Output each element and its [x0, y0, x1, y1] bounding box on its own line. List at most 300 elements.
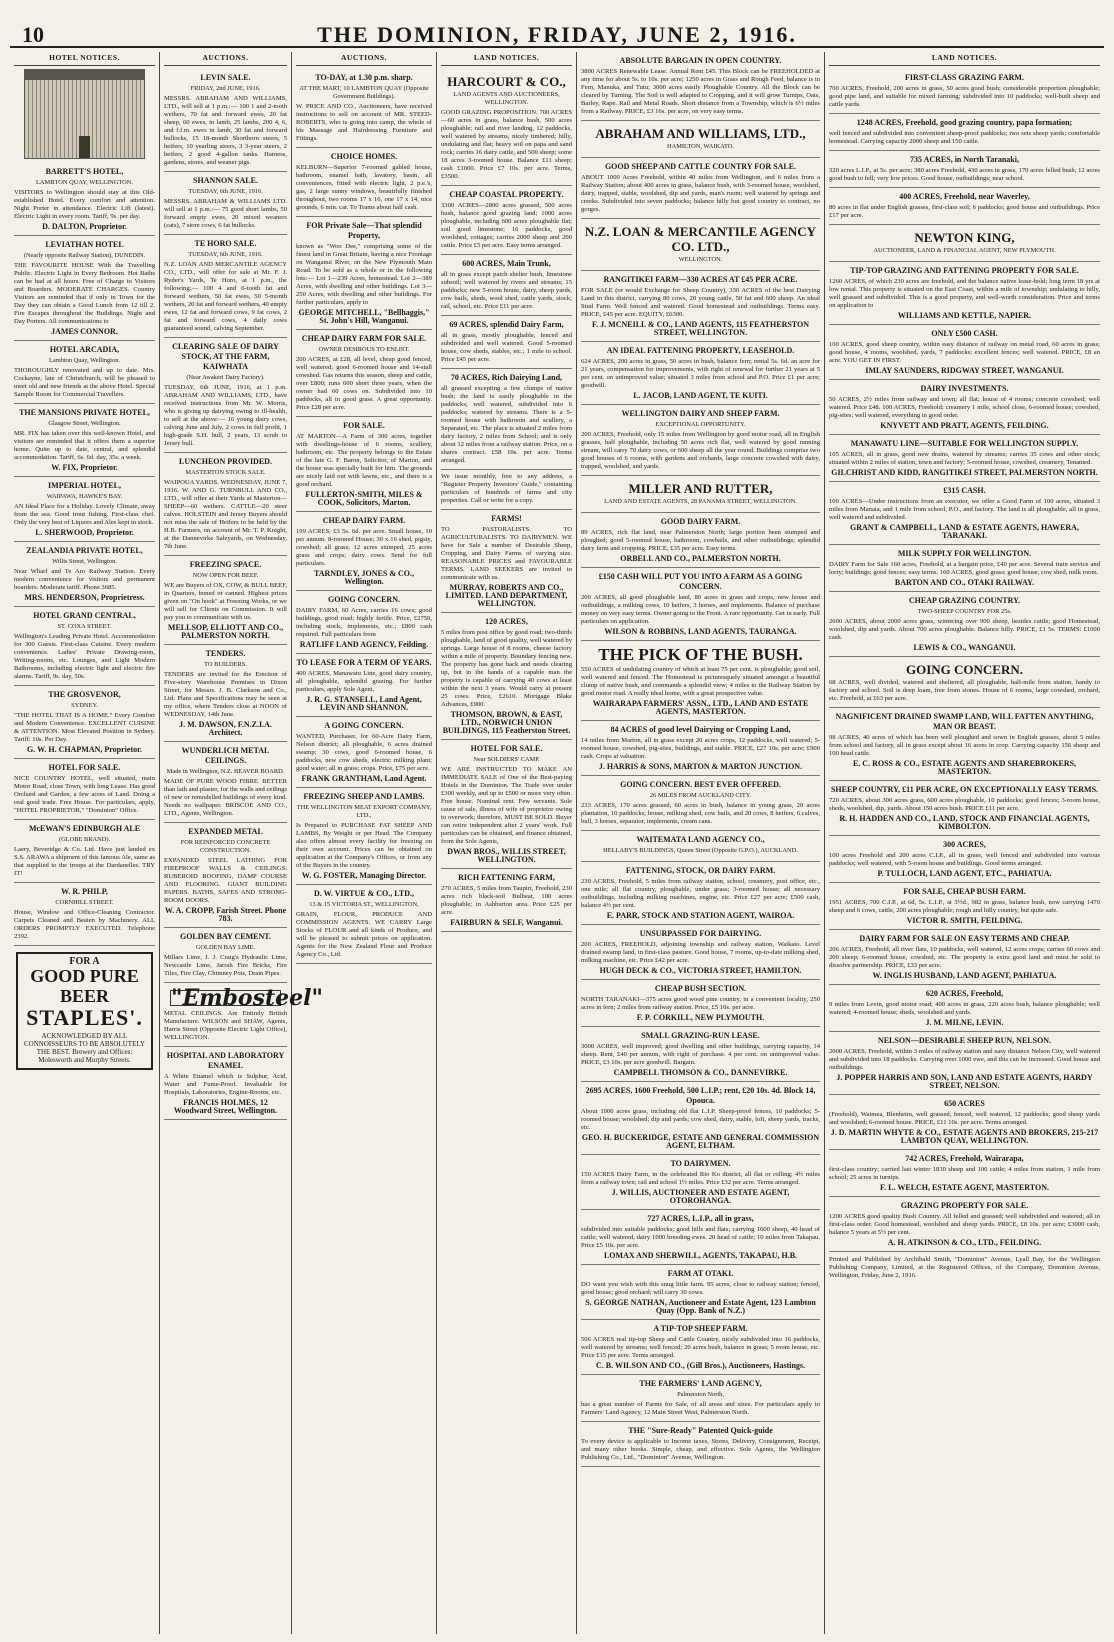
staples-beer-ad — [16, 952, 153, 1070]
ad-title: DAIRY INVESTMENTS. — [920, 384, 1009, 393]
ad-title: SHANNON SALE. — [193, 176, 258, 185]
ad-signature: W. A. CROPP, Farish Street. Phone 783. — [164, 906, 287, 923]
ad-title: HOTEL FOR SALE. — [48, 763, 121, 772]
ad-title: 400 ACRES, Freehold, near Waverley, — [899, 192, 1030, 201]
ad-body: NICE COUNTRY HOTEL, well situated, main Motor Road, close Town, with long Lease. Has good Orchard and Garden, a few acres of Land. Doing a real good trade. Free House. For particulars, apply, "HOTEL PROPRIETOR," "Dominion" Office. — [14, 775, 155, 814]
ad-subtitle: LAND AND ESTATE AGENTS, 28 PANAMA STREET, WELLINGTON. — [604, 498, 797, 505]
ad-body: 233 ACRES, 170 acres grassed, 60 acres in bush, balance in young grass, 20 acres plantation, 10 paddocks; house, milking shed, cow bails, and 20 cows, 8 heifers, 6 calves, bull, 3 horses, separator, implements, cream cans. — [581, 802, 820, 825]
ad-title: LEVIN SALE. — [200, 73, 251, 82]
ad-title: A TIP-TOP SHEEP FARM. — [653, 1324, 748, 1333]
ad-subtitle: FOR REINFORCED CONCRETE CONSTRUCTION. — [180, 839, 271, 854]
ad-title: DAIRY FARM FOR SALE ON EASY TERMS AND CHEAP. — [859, 934, 1070, 943]
advertisement — [829, 1095, 1100, 1150]
ad-body: Is Prepared to PURCHASE FAT SHEEP AND LAMBS, By Weight or per Head. The Company also offers almost every facility for freezing on their own account. Prices can be obtained on application at the Company's Offices, or from any of the Buyers in the country. — [296, 822, 432, 869]
advertisement — [829, 262, 1100, 325]
ad-body: WAIPOUA YARDS. WEDNESDAY, JUNE 7, 1916. W. AND G. TURNBULL AND CO., LTD., will offer at their Yards at Masterton—SHEEP—60 wethers. CATTLE—20 steer calves. HOLSTEIN and Jersey Buyers should not miss the sale of Heifers to be held by the H.B. Farmers, on account of Mr. T. P. Knight, at the Dannevirke Saleyards, on Wednesday, 7th June. — [164, 479, 287, 550]
ad-signature: RATLIFF LAND AGENCY, Feilding. — [299, 640, 429, 649]
ad-body: AT MARTON—A Farm of 300 acres, together with dwellings-house of 6 rooms, scullery, bathroom, etc. The property belongs to the Estate of the late G. F. Baron, Solicitor, of Marton, and the house was specially built for him. The grounds are nicely laid out with lawns, etc., and there is a good orchard. — [296, 433, 432, 488]
column-heading: LAND NOTICES. — [441, 52, 572, 66]
advertisement — [581, 1375, 820, 1422]
ad-body: WE ARE INSTRUCTED TO MAKE AN IMMEDIATE SALE of One of the Best-paying Hotels in the Dominion. The Trade over under £300 weekly, and up to £500 or more very often. Free house. Nominal rent. Few servants. Sole cause of sale, illness of wife of proprietor owing to overwork; therefore, MUST BE SOLD. Buyer can retire independent after 2 years' work. Full particulars can be obtained, and finance obtained, from the Sole Agents, — [441, 766, 572, 845]
ad-title: WUNDERLICH METAL CEILINGS. — [181, 746, 270, 765]
ad-subtitle: TO BUILDERS. — [204, 661, 247, 668]
ad-signature: GILCHRIST AND KIDD, RANGITIKEI STREET, PALMERSTON NORTH. — [831, 468, 1098, 477]
ad-subtitle: WAIPAWA, HAWKE'S BAY. — [46, 493, 123, 500]
advertisement — [164, 645, 287, 742]
advertisement — [581, 980, 820, 1027]
ad-body: 400 ACRES, Manawatu Line, good dairy country, all ploughable, splendid grazing. For further particulars, apply Sole Agent, — [296, 670, 432, 693]
ad-subtitle: ST. COXA STREET. — [57, 623, 112, 630]
ad-title: CHEAP DAIRY FARM. — [322, 516, 406, 525]
advertisement — [829, 1150, 1100, 1197]
advertisement — [581, 776, 820, 831]
ad-subtitle: FRIDAY, 2nd JUNE, 1916. — [190, 85, 261, 92]
advertisement — [581, 1265, 820, 1320]
ad-body: 100 ACRES, good sheep country, within easy distance of railway on metal road, 60 acres in grass; good house, 4 rooms, woolshed, yards, 7 paddocks; excellent fences; well watered. PRICE, £8 an acre. YOU GET IN FIRST. — [829, 341, 1100, 364]
advertisement — [164, 556, 287, 645]
advertisement — [829, 435, 1100, 482]
ad-subtitle: 13 & 15 VICTORIA ST., WELLINGTON, — [309, 901, 419, 908]
ad-title: 69 ACRES, splendid Dairy Farm, — [449, 320, 564, 329]
ad-title: THE MANSIONS PRIVATE HOTEL, — [19, 408, 150, 417]
beer-ad-line: ACKNOWLEDGED BY ALL CONNOISSEURS TO BE ABSOLUTELY THE BEST. Brewery and Offices: Molesworth and Murphy Streets. — [24, 1032, 145, 1064]
ad-subtitle: OWNER DESIROUS TO ENLIST. — [318, 346, 410, 353]
ad-title: MILLER AND RUTTER, — [628, 481, 773, 496]
ad-body: A White Enamel which is Sulphur, Acid, Water and Fume-Proof. Invaluable for Hospitals, Laboratories, Engine-Rooms, etc. — [164, 1073, 287, 1096]
ad-subtitle: TWO-SHEEP COUNTRY FOR 25s. — [917, 608, 1012, 615]
advertisement — [14, 607, 155, 686]
column-heading: LAND NOTICES. — [829, 52, 1100, 66]
ad-title: FATTENING, STOCK, OR DAIRY FARM. — [625, 866, 776, 875]
ad-body: 200 ACRES, Freehold, only 15 miles from Wellington by good motor road, all in English grasses, half ploughable, including 50 acres rich flat, well watered by good running stream, will carry 70 dairy cows, or 600 sheep all the year round. Buildings comprise two good houses of 6 rooms, with gardens and orchards, large concrete cowshed with dairy, trapped, woolshed, and yards. — [581, 431, 820, 470]
ad-title: GOING CONCERN. BEST EVER OFFERED. — [620, 780, 781, 789]
advertisement — [164, 1047, 287, 1120]
ad-title: GOING CONCERN. — [327, 595, 400, 604]
ad-title: D. W. VIRTUE & CO., LTD., — [314, 889, 414, 898]
advertisement — [829, 380, 1100, 435]
ad-title: 1248 ACRES, Freehold, good grazing country, papa formation; — [856, 118, 1073, 127]
ad-body: 200 ACRES, at £28, all level, cheap good fenced, well watered; good 6-roomed house and 14-stall cowshed. Gas returns this season, sheep and cattle, over £800; runs 600 short three years, when the owner had 60 cows on. Subdivided into 10 paddocks, all in good grass. A great opportunity. Price £28 per acre. — [296, 356, 432, 411]
ad-title: AN IDEAL FATTENING PROPERTY, LEASEHOLD. — [606, 346, 795, 355]
ad-title: £150 CASH WILL PUT YOU INTO A FARM AS A GOING CONCERN. — [598, 572, 803, 591]
ad-title: HOTEL GRAND CENTRAL, — [33, 611, 136, 620]
ad-body: well fenced and subdivided into convenient sheep-proof paddocks; two sets sheep yards; comfortable homestead. Carrying capacity 2000 sheep and 150 cattle. — [829, 130, 1100, 145]
ad-subtitle: NOW OPEN FOR BEEF. — [192, 572, 259, 579]
advertisement — [164, 983, 323, 1047]
advertisement — [164, 172, 287, 235]
ad-subtitle: Willis Street, Wellington. — [52, 558, 117, 565]
ad-signature: J. M. MILNE, LEVIN. — [925, 1018, 1004, 1027]
ad-title: FREEZING SHEEP AND LAMBS. — [303, 792, 425, 801]
ad-title: ONLY £500 CASH. — [931, 329, 998, 338]
ad-signature: THOMSON, BROWN, & EAST, LTD., NORWICH UNION BUILDINGS, 115 Featherston Street. — [442, 710, 571, 735]
ad-title: SHEEP COUNTRY, £11 PER ACRE, ON EXCEPTIONALLY EASY TERMS. — [830, 785, 1099, 794]
advertisement — [581, 1320, 820, 1375]
ad-title: NELSON—DESIRABLE SHEEP RUN, NELSON. — [877, 1036, 1052, 1045]
ad-body: NORTH TARANAKI—375 acres good wood pine country, in a convenient locality, 250 acres in fern; 2 miles from railway station. Price, £5 10s. per acre. — [581, 996, 820, 1011]
advertisement — [581, 1210, 820, 1265]
ad-signature: LEWIS & CO., WANGANUI. — [913, 643, 1016, 652]
advertisement — [164, 69, 287, 172]
advertisement — [581, 1155, 820, 1210]
ad-signature: WAIRARAPA FARMERS' ASSN., LTD., LAND AND ESTATE AGENTS, MASTERTON. — [592, 699, 809, 716]
ad-signature: FAIRBURN & SELF, Wanganui. — [450, 918, 563, 927]
advertisement — [829, 883, 1100, 930]
advertisement — [14, 404, 155, 477]
ad-title: HARCOURT & CO., — [447, 74, 566, 89]
ad-title: THE FARMERS' LAND AGENCY, — [639, 1379, 762, 1388]
ad-signature: J. D. MARTIN WHYTE & CO., ESTATE AGENTS AND BROKERS, 215-217 LAMBTON QUAY, WELLINGTON. — [830, 1128, 1099, 1145]
ad-signature: CAMPBELL THOMSON & CO., DANNEVIRKE. — [613, 1068, 788, 1077]
ad-title: HOTEL FOR SALE. — [470, 744, 543, 753]
ad-title: GOOD DAIRY FARM. — [660, 517, 741, 526]
embosteel-logo: "Embosteel" — [171, 985, 323, 1011]
ad-signature: TARNDLEY, JONES & CO., Wellington. — [313, 569, 414, 586]
advertisement — [441, 186, 572, 255]
ad-title: TENDERS. — [205, 649, 246, 658]
ad-title: NAGNIFICENT DRAINED SWAMP LAND, WILL FATTEN ANYTHING, MAN OR BEAST. — [835, 712, 1094, 731]
ad-subtitle: GOLDEN BAY LIME. — [195, 944, 256, 951]
ad-body: MR. FIX has taken over this well-known Hotel, and visitors are reminded that it offers them a superior home. Quite up to date, central, and splendid accommodation. Tariff, 6s. 6d. day, 35s. a week. — [14, 430, 155, 461]
ad-signature: J. R. G. STANSELL, Land Agent, LEVIN AND SHANNON. — [306, 695, 422, 712]
advertisement — [581, 641, 820, 721]
ad-body: 50 ACRES, 2½ miles from railway and town; all flat; house of 4 rooms; concrete cowshed; well watered. Price £48. 100 ACRES, Freehold; creamery 1 mile, school close, 6-roomed house; cowshed, pig-sties; well watered, everything in good order. — [829, 396, 1100, 419]
ad-body: known as "Woo Dee," comprising some of the finest land in Great Britain, having a nice Frontage on Wanganui River, on the New Plymouth Main Road. To be sold as a whole or in the following lots:— Lot 1—239 Acres, homestead. Lot 2—389 Acres, with dwelling and other buildings. Lot 3—250 Acres, with dwelling and other buildings. For further particulars, apply to — [296, 243, 432, 306]
ad-title: MILK SUPPLY FOR WELLINGTON. — [897, 549, 1032, 558]
advertisement — [164, 928, 287, 983]
ad-body: N.Z. LOAN AND MERCANTILE AGENCY CO., LTD., will offer for sale at Mr. F. J. Ryder's Yards, Te Horo, at 1 p.m., the following:— 100 4 and 6-tooth fat and forward wethers, 50 fat ewes, 50 5-month wethers, 20 fat and forward wethers, 40 empty ewes, 12 fat and forward cows, 9 fat cows, 2 fat and forward cows, 4 daily cows guaranteed sound, calving September. — [164, 261, 287, 332]
ad-signature: GEO. H. BUCKERIDGE, ESTATE AND GENERAL COMMISSION AGENT, ELTHAM. — [581, 1133, 820, 1150]
ad-title: LUNCHEON PROVIDED. — [179, 457, 272, 466]
ad-signature: WILLIAMS AND KETTLE, NAPIER. — [897, 311, 1032, 320]
column-3 — [292, 52, 437, 1634]
ad-signature: MRS. HENDERSON, Proprietress. — [24, 593, 145, 602]
advertisement — [829, 188, 1100, 225]
advertisement — [581, 1422, 820, 1467]
column-1 — [10, 52, 160, 1634]
advertisement — [164, 823, 287, 928]
ad-signature: BARTON AND CO., OTAKI RAILWAY. — [894, 578, 1035, 587]
ad-signature: KNYVETT AND PRATT, AGENTS, FEILDING. — [880, 421, 1049, 430]
advertisement — [441, 740, 572, 869]
ad-body: 5 miles from post office by good road; two-thirds ploughable, land of good quality, well watered by springs. Large house of 8 rooms, cheese factory within a mile of property. Boundary fencing new. The property has gone back and needs clearing up, but in the hands of a capable man the property is capable of carrying 40 cows at least within the next 3 years. Would carry at present 25 cows. Price, £2610. Mortgage Blake Advances, £900. — [441, 629, 572, 708]
column-heading: AUCTIONS. — [296, 52, 432, 66]
ad-subtitle: (GLOBE BRAND). — [58, 836, 111, 843]
ad-body: DAIRY FARM, 60 Acres, carries 16 cows; good buildings, good road; highly fertile. Price, £2750, including stock, implements, etc.; £800 cash required. Full particulars from — [296, 607, 432, 638]
advertisement — [829, 545, 1100, 592]
ad-title: FOR SALE. — [343, 421, 385, 430]
ad-title: 600 ACRES, Main Trunk, — [462, 259, 551, 268]
ad-subtitle: EXCEPTIONAL OPPORTUNITY. — [655, 421, 746, 428]
advertisement — [14, 477, 155, 542]
advertisement — [296, 217, 432, 330]
ad-title: NEWTON KING, — [914, 230, 1015, 245]
ad-title: GOLDEN BAY CEMENT. — [179, 932, 272, 941]
advertisement — [829, 114, 1100, 151]
ad-body: all in grass except patch shelter bush, limestone subsoil; well watered by rivers and streams; 15 paddocks; new 5-room house, dairy, sheep yards, cow bails, sheds, wool shed, cattle yards, stock; rail, school, etc. Price £11 per acre. — [441, 271, 572, 310]
advertisement — [829, 592, 1100, 657]
ad-body: 3300 ACRES—2800 acres grassed, 500 acres bush, balance good grazing land; 1000 acres ploughable, including 600 acres ploughable flat; soil good limestone; 16 paddocks, good woolshed, cottages; carries 2000 sheep and 200 cattle. Price £5 per acre. Easy terms arranged. — [441, 202, 572, 249]
ad-subtitle: (Near Awakeri Dairy Factory). — [186, 374, 265, 381]
ad-body: all grassed excepting a few clumps of native bush; the land is easily ploughable in the paddocks; well watered, subdivided into 6 paddocks; watered by streams. There is a 5-roomed house with bathroom and scullery, a Separated, etc. The place is situated 2 miles from dairy factory, 2 miles from School; and is only about 12 miles from a railway station. Price, on a shares contract. £58 10s. per acre. Terms arranged. — [441, 385, 572, 464]
column-5 — [577, 52, 825, 1634]
ad-body: WANTED, Purchaser, for 60-Acre Dairy Farm, Nelson district; all ploughable, 6 acres drained swamp; 30 cows, good 6-roomed house, 6 paddocks, new cow sheds, electric milking plant; good water; all in grass; crops. Price, £75 per acre. — [296, 733, 432, 772]
ad-title: ABRAHAM AND WILLIAMS, LTD., — [595, 126, 806, 141]
ad-body: 1200 ACRES good quality Bush Country. All felled and grassed; well subdivided and watered; all in first-class order. Good homestead, woolshed and sheep yards. PRICE, £8 10s. per acre; £3000 cash, balance 5 years at 5½ per cent. — [829, 1213, 1100, 1236]
ad-title: 300 ACRES, — [943, 840, 986, 849]
ad-body: W. PRICE AND CO., Auctioneers, have received instructions to sell on account of MR. STEED-ROBERTS, who is going into camp, the whole of his Massage and Hairdressing Furniture and Fittings. — [296, 103, 432, 142]
advertisement — [581, 1082, 820, 1155]
ad-signature: R. H. HADDEN AND CO., LAND, STOCK AND FINANCIAL AGENTS, KIMBOLTON. — [839, 814, 1090, 831]
column-heading: HOTEL NOTICES. — [14, 52, 155, 66]
ad-subtitle: AUCTIONEER, LAND & FINANCIAL AGENT, NEW PLYMOUTH. — [873, 247, 1056, 254]
ad-subtitle: MASTERTON STOCK SALE. — [185, 469, 266, 476]
advertisement — [14, 341, 155, 404]
ad-subtitle: Glasgow Street, Wellington. — [48, 420, 121, 427]
ad-title: TO DAIRYMEN. — [670, 1159, 731, 1168]
roof-shape — [25, 70, 144, 80]
ad-body: ABOUT 1000 Acres Freehold, within 40 miles from Wellington, and 6 miles from a Railway Station; about 400 acres in grass, balance bush, with 3-roomed house, woolshed, dairy, trapped, stable, woolshed, dip and yards, man's room; well watered by springs and creeks. Subdivided into seven paddocks; balance hilly but good country to contract, no gorges. — [581, 174, 820, 213]
ad-body: has a great number of Farms for Sale, of all areas and sizes. For particulars apply to Farmers' Land Agency, 12 Main Street West, Palmerston North. — [581, 1401, 820, 1416]
ad-body: WE are Buyers of OX, COW, & BULL BEEF, in Quarters, boned or canned. Highest prices given on "On hook" at Freezing Works, or we will sell for Clients on Commission. It will pay you to communicate with us. — [164, 582, 287, 621]
advertisement — [296, 512, 432, 591]
ad-title: SMALL GRAZING-RUN LEASE. — [641, 1031, 760, 1040]
ad-signature: F. J. MCNEILL & CO., LAND AGENTS, 115 FEATHERSTON STREET, WELLINGTON. — [591, 320, 809, 337]
advertisement — [829, 1197, 1100, 1252]
ad-title: THE "Sure-Ready" Patented Quick-guide — [628, 1426, 773, 1435]
advertisement — [829, 708, 1100, 781]
ad-signature: S. GEORGE NATHAN, Auctioneer and Estate Agent, 123 Lambton Quay (Opp. Bank of N.Z.) — [585, 1298, 816, 1315]
ad-title: IMPERIAL HOTEL, — [48, 481, 121, 490]
advertisement — [164, 742, 287, 823]
ad-title: 735 ACRES, in North Taranaki, — [910, 155, 1019, 164]
ad-title: THE GROSVENOR, — [48, 690, 121, 699]
advertisement — [581, 52, 820, 121]
advertisement — [164, 338, 287, 453]
imprint-footer: Printed and Published by Archibald Smith, "Dominion" Avenue, Lyall Bay, for the Wellington Publishing Company, Limited, at the Registered Offices, of the Company, Dominion Avenue, Wellington, Friday, June 2, 1916. — [829, 1256, 1100, 1279]
advertisement — [581, 219, 820, 271]
ad-signature: GRANT & CAMPBELL, LAND & ESTATE AGENTS, HAWERA, TARANAKI. — [850, 523, 1079, 540]
ad-body: 3800 ACRES Renewable Lease. Annual Rent £45. This Block can be FREEHOLDED at any time for about 5s. to 10s. per acre; 1250 acres in Grass and Rough Feed, balance is in Fern, Manuka, and Tutu; 3000 acres easily Ploughable Country. All the Block can be cleared by Turning. The Soil is well adapted to Cropping, and it will grow Turnips, Oats, Barley, Rape. Rail and Metal Roads. Short distance from a Township, which is 6½ miles from a Railway. PRICE, £3 16s. per acre, on very easy terms. — [581, 68, 820, 115]
ad-signature: FULLERTON-SMITH, MILES & COOK, Solicitors, Marton. — [305, 490, 423, 507]
ad-signature: WILSON & ROBBINS, LAND AGENTS, TAURANGA. — [604, 627, 797, 636]
advertisement — [581, 862, 820, 925]
advertisement — [441, 255, 572, 316]
advertisement — [14, 163, 155, 236]
ad-title: GOOD SHEEP AND CATTLE COUNTRY FOR SALE. — [604, 162, 797, 171]
ad-signature: LOMAX AND SHERWILL, AGENTS, TAKAPAU, H.B. — [603, 1251, 798, 1260]
ad-subtitle: TUESDAY, 6th JUNE, 1916. — [188, 188, 263, 195]
ad-body: Laery, Beveridge & Co. Ltd. Have just landed ex S.S. ARAWA a shipment of this famous Ale, same as that supplied to the troops at the Dardanelles. TRY IT! — [14, 846, 155, 877]
ad-signature: GEORGE MITCHELL, "Bellhaggis," St. John's Hill, Wanganui. — [298, 308, 430, 325]
ad-title: TIP-TOP GRAZING AND FATTENING PROPERTY FOR SALE. — [850, 266, 1079, 275]
ad-title: MANAWATU LINE—SUITABLE FOR WELLINGTON SUPPLY. — [850, 439, 1079, 448]
advertisement — [581, 342, 820, 405]
ad-subtitle: TUESDAY, 6th JUNE, 1916. — [188, 251, 263, 258]
ad-title: GOING CONCERN. — [905, 662, 1023, 677]
ad-body: VISITORS to Wellington should stay at this Old-established Hotel. Every comfort and attention. Night Porter in attendance. Electric Lift (latest). Electric Light in every room. Tariff, 9s. per day. — [14, 189, 155, 220]
advertisement — [829, 1032, 1100, 1095]
ad-subtitle: Near SOLDIERS' CAMP. — [473, 756, 540, 763]
ad-title: CHEAP DAIRY FARM FOR SALE. — [301, 334, 427, 343]
ad-body: METAL CEILINGS. Are Entirely British Manufacture. WILSON and SHAW, Agents, Harris Street (Opposite Electric Light Office), WELLINGTON. — [164, 1010, 287, 1041]
column-2 — [160, 52, 323, 1634]
ad-body: Wellington's Leading Private Hotel. Accommodation for 300 Guests. First-class Cuisine. Every modern convenience. Ladies' Private Drawing-room, Writing-rooms, etc. Lounges, and Light Modern Bathrooms, including electric light and electric fire alarms. Tariff, 9s. day, 50s. — [14, 633, 155, 680]
ad-subtitle: LAND AGENTS AND AUCTIONEERS, WELLINGTON. — [453, 91, 560, 106]
advertisement — [441, 613, 572, 740]
ad-body: 2600 ACRES, about 2000 acres grass, wintering over 900 sheep, besides cattle; good Homestead, woolshed, dip and yards. About 700 acres ploughable. Balance hilly. PRICE, £1 5s. TERMS: £1000 cash. — [829, 618, 1100, 641]
advertisement — [296, 717, 432, 788]
ad-title: HOTEL ARCADIA, — [49, 345, 120, 354]
ad-subtitle: HAMILTON, WAIKATO. — [666, 143, 735, 150]
ad-body: first-class country; carried last winter 1830 sheep and 100 cattle; 4 miles from station, 1 mile from school; 25 acres in turnips. — [829, 1166, 1100, 1181]
beer-ad-line: STAPLES'. — [26, 1005, 143, 1030]
ad-body: (Freehold), Waimea, Blenheim, well grassed, fenced, well watered, 12 paddocks; good sheep yards and woolshed; 6-roomed house. PRICE, £11 10s. per acre. Terms arranged. — [829, 1111, 1100, 1126]
ad-title: 70 ACRES, Rich Dairying Land, — [450, 373, 563, 382]
advertisement — [581, 721, 820, 776]
ad-body: 550 ACRES of undulating country of which at least 75 per cent. is ploughable; good soil, well watered and fenced. The Homestead is picturesquely situated amongst a beautiful clump of native bush, and commands a splendid view; 4 miles to the Railway Station by good motor road. A really ideal home, with a great prospective value. — [581, 666, 820, 697]
ad-title: THE PICK OF THE BUSH. — [598, 645, 803, 664]
ad-title: FREEZING SPACE. — [189, 560, 262, 569]
ad-title: ABSOLUTE BARGAIN IN OPEN COUNTRY. — [619, 56, 782, 65]
ad-subtitle: SYDNEY. — [71, 702, 98, 709]
ad-body: EXPANDED STEEL LATHING FOR FIREPROOF WALLS & CEILINGS. RUBEROID ROOFING, DAMP COURSE AND FLOORING. GIANT BUILDING PAPERS. BATHS, SAFES AND STRONG-ROOM DOORS. — [164, 857, 287, 904]
ad-title: £315 CASH. — [943, 486, 986, 495]
ad-body: MESSRS. ABRAHAM AND WILLIAMS, LTD., will sell at 1 p.m.:— 100 1 and 2-tooth wethers, 70 fat and forward ewes, 20 fat sheep, 60 ewes, in lamb, 25 lambs, 200 4, 6, and f.f.m. ewes in lamb, 30 fat and forward bullocks, 15 18-month Shorthorn steers, 5 heifers, 10 yearling steers, 3 3-year steers, 2 heifers, 2 good 4-gallon tanks. Harness, gardens, stores, and weaner pigs. — [164, 95, 287, 166]
ad-title: RICH FATTENING FARM, — [458, 873, 555, 882]
ad-signature: E. PARR, STOCK AND STATION AGENT, WAIROA. — [606, 911, 795, 920]
ad-body: Millars Lime, J. J. Craig's Hydraulic Lime, Newcastle Lime, Jarrah Fire Bricks, Fire Tiles, Fire Clay, Chimney Pots, Drain Pipes. — [164, 954, 287, 977]
ad-body: 199 ACRES, £3 5s. 6d. per acre. Small house, 10 per annum. 8-roomed House; 30 x 16 shed, pigsty, cowshed; all grass; 12 acres stumped, 25 acres grass and crops; dairy cows. Send for full particulars. — [296, 528, 432, 567]
ad-signature: J. POPPER HARRIS AND SON, LAND AND ESTATE AGENTS, HARDY STREET, NELSON. — [836, 1073, 1093, 1090]
ad-signature: MURRAY, ROBERTS AND CO., LIMITED. LAND DEPARTMENT, WELLINGTON. — [445, 583, 568, 608]
advertisement — [441, 369, 572, 470]
ad-title: ZEALANDIA PRIVATE HOTEL, — [26, 546, 143, 555]
advertisement — [441, 869, 572, 932]
ad-title: CHOICE HOMES. — [330, 152, 398, 161]
advertisement — [581, 476, 820, 513]
ad-signature: VICTOR R. SMITH, FEILDING. — [906, 916, 1023, 925]
ad-signature: F. P. CORKILL, NEW PLYMOUTH. — [636, 1013, 765, 1022]
advertisement — [829, 781, 1100, 836]
advertisement — [581, 1027, 820, 1082]
ad-subtitle: Palmerston North, — [677, 1391, 724, 1398]
ad-subtitle: 26 MILES FROM AUCKLAND CITY. — [649, 792, 752, 799]
ad-subtitle: Lambton Quay, Wellington. — [48, 357, 120, 364]
beer-ad-line: FOR A — [69, 956, 100, 967]
advertisement — [441, 316, 572, 369]
ad-title: CLEARING SALE OF DAIRY STOCK, AT THE FARM, KAIWHATA — [172, 342, 279, 371]
ad-body: GOOD GRAZING PROPOSITION. 700 ACRES—60 acres in grass, balance bush, 500 acres ploughable; rail and river landing, 12 paddocks, well watered by streams, nicely timbered; hilly, undulating and flat; heavy soil on papa and sand rock; carries 16 dairy cattle, and 500 sheep; some 18 acres 3-roomed house. Balance £11 sheep; cash £1000. Price £7 10s. per acre. Terms, £3500. — [441, 109, 572, 180]
ad-body: 700 ACRES, Freehold, 200 acres in grass, 50 acres good bush; considerable proportion ploughable; good pipe land, and suitable for mixed farming; subdivided into 10 paddocks; well-built sheep and cattle yards. — [829, 85, 1100, 108]
advertisement — [581, 271, 820, 342]
ad-body: TENDERS are invited for the Erection of Five-story Warehouse Premises in Dixon Street, for Messrs. J. B. Clarkson and Co., Ltd. Plans and Specifications may be seen at my office, where Tenders close at NOON of WEDNESDAY, 14th June. — [164, 671, 287, 718]
ad-subtitle: (Nearly opposite Railway Station), DUNEDIN. — [23, 252, 146, 259]
ad-subtitle: WELLINGTON. — [678, 256, 723, 263]
column-4 — [437, 52, 577, 1634]
ad-body: 206 ACRES, Freehold, all river flats, 10 paddocks, well watered, 12 acres crops; carries 60 cows and 200 sheep; 6-roomed house, cowshed, etc. The property is extra good land and must be sold to dissolve partnership. PRICE, £33 per acre. — [829, 946, 1100, 969]
ad-body: 624 ACRES, 200 acres in grass, 50 acres in bush, balance fern; rental 5s. 6d. an acre for 21 years, compensation for improvements, with right of renewal for further 21 years at 5 per cent. on unimproved value; situated 3 miles from school and P.O. Price £1 per acre; goodwill. — [581, 358, 820, 389]
advertisement — [296, 69, 432, 148]
ad-signature: JAMES CONNOR. — [51, 327, 118, 336]
ad-signature: D. DALTON, Proprietor. — [42, 222, 127, 231]
ad-title: FOR SALE, CHEAP BUSH FARM. — [903, 887, 1026, 896]
ad-signature: J. WILLIS, AUCTIONEER AND ESTATE AGENT, OTOROHANGA. — [611, 1188, 790, 1205]
ad-body: 100 acres Freehold and 200 acres C.I.P., all in grass, well fenced and subdivided into various paddocks; well watered, with 5-room house and buildings. Good terms arranged. — [829, 852, 1100, 867]
ad-title: CHEAP COASTAL PROPERTY. — [449, 190, 564, 199]
ad-signature: W. INGLIS HUSBAND, LAND AGENT, PAHIATUA. — [872, 971, 1057, 980]
ad-signature: W. FIX, Proprietor. — [51, 463, 118, 472]
page-number: 10 — [22, 22, 44, 47]
advertisement — [296, 788, 432, 885]
ad-title: N.Z. LOAN & MERCANTILE AGENCY CO. LTD., — [584, 224, 817, 254]
ad-signature: J. M. DAWSON, F.N.Z.I.A. Architect. — [179, 720, 272, 737]
ad-title: 2695 ACRES, 1600 Freehold, 500 L.I.P.; rent, £20 10s. 4d. Block 14, Opouca. — [585, 1086, 816, 1105]
ad-body: THE FAVOURITE HOUSE With the Travelling Public. Electric Light in Every Bedroom. Hot Baths can be had at all hours. Free of Charge to Visitors and Boarders. MODERATE CHARGES. Country Visitors are reminded that if only in Town for the Day they can obtain a Good Lunch from 12 till 2. Fire Escapes throughout the Buildings. Night and Day Porters. All communications to — [14, 262, 155, 325]
advertisement — [829, 930, 1100, 985]
ad-title: FARMS! — [491, 514, 522, 523]
ad-signature: A. H. ATKINSON & CO., LTD., FEILDING. — [887, 1238, 1042, 1247]
ad-title: HOSPITAL AND LABORATORY ENAMEL — [166, 1051, 285, 1070]
ad-title: 742 ACRES, Freehold, Wairarapa, — [905, 1154, 1024, 1163]
advertisement — [14, 883, 155, 946]
ad-subtitle: CORNHILL STREET. — [55, 899, 114, 906]
advertisement — [164, 453, 287, 556]
advertisement — [164, 235, 287, 338]
ad-signature: F. L. WELCH, ESTATE AGENT, MASTERTON. — [880, 1183, 1049, 1192]
ad-title: BARRETT'S HOTEL, — [45, 167, 124, 176]
hotel-building-illustration — [24, 69, 145, 159]
advertisement — [829, 151, 1100, 188]
advertisement — [441, 69, 572, 186]
ad-signature: W. G. FOSTER, Managing Director. — [301, 871, 427, 880]
ad-body: 3000 ACRES, well improved; good dwelling and other buildings, carrying capacity, 14 sheep. Rent, £40 per annum, with right of purchase. 4 per cent. on unimproved value. PRICE, £3 10s. per acre goodwill. Bargain. — [581, 1043, 820, 1066]
advertisement — [829, 985, 1100, 1032]
ad-title: GRAZING PROPERTY FOR SALE. — [900, 1201, 1029, 1210]
advertisement — [581, 121, 820, 158]
advertisement — [581, 405, 820, 476]
column-6 — [825, 52, 1104, 1634]
ad-title: WELLINGTON DAIRY AND SHEEP FARM. — [621, 409, 780, 418]
ad-title: 120 ACRES, — [485, 617, 528, 626]
advertisement — [296, 591, 432, 654]
advertisement — [829, 657, 1100, 708]
advertisement — [296, 417, 432, 512]
ad-body: all in grass, mostly ploughable, fenced and subdivided and well watered. Good 5-roomed house, cow sheds, stables, etc.; 1 mile to school. Price £45 per acre. — [441, 332, 572, 363]
ad-title: 727 ACRES, L.I.P., all in grass, — [647, 1214, 754, 1223]
advertisement — [296, 654, 432, 717]
ad-body: 68 ACRES, well divided, watered and sheltered, all ploughable, half-mile from station, handy to factory and school. Soil is deep loam, free from stones. House of 6 rooms, large cowshed, orchard, etc. Freehold, at £63 per acre. — [829, 679, 1100, 702]
ad-body: FOR SALE (or would Exchange for Sheep Country), 330 ACRES of the best Dairying Land in this district, carrying 80 cows, 20 young cattle, 50 fat and 600 sheep. An ideal Stud Farm. Well fenced and watered. Good homestead and outbuildings. Terms easy. PRICE, £45 per acre. EQUITY, £6300. — [581, 287, 820, 318]
ad-signature: FRANCIS HOLMES, 12 Woodward Street, Wellington. — [173, 1098, 278, 1115]
advertisement — [14, 236, 155, 341]
ad-body: subdivided into suitable paddocks; good hills and flats; carrying 1600 sheep, 40 head of cattle; well watered, dairy 1000 breeding ewes. 20 head of cattle; 10 miles from Takapau. Price £5 10s. per acre. — [581, 1226, 820, 1249]
ad-title: 650 ACRES — [944, 1099, 985, 1108]
ad-body: DO want you wish with this snug little farm. 95 acres, close to railway station; fenced, good house; good orchard; will carry 30 cows. — [581, 1281, 820, 1296]
ad-subtitle: Made in Wellington, N.Z. BEAVER BOARD. — [166, 768, 285, 775]
ad-body: 150 ACRES Dairy Farm, in the celebrated Rio Ko district, all flat or rolling; 4½ miles from a railway town; rail and school 1½ miles. Price £32 per acre. Terms arranged. — [581, 1171, 820, 1186]
ad-body: House, Window and Office-Cleaning Contractor. Carpets Cleaned and Beaten by Machinery. ALL ORDERS PROMPTLY EXECUTED. Telephone 2392. — [14, 909, 155, 940]
ad-subtitle: HELLABY'S BUILDINGS, Queen Street (Opposite G.P.O.), AUCKLAND. — [603, 847, 798, 854]
ad-body: MADE OF PURE WOOD FIBRE. BETTER than lath and plaster, for the walls and ceilings of new or remodelled buildings of every kind. Needs no wallpaper. BRISCOE AND CO., LTD., Agents, Wellington. — [164, 778, 287, 817]
ad-title: A GOING CONCERN. — [324, 721, 404, 730]
advertisement — [14, 686, 155, 759]
ad-body: 2000 ACRES, Freehold, within 3 miles of railway station and easy distance Nelson City, well watered and subdivided into 18 paddocks. Carrying over 1000 ewe, and this can be increased. Good house and outbuildings. — [829, 1048, 1100, 1071]
ad-body: MESSRS. ABRAHAM & WILLIAMS LTD. will sell at 1 p.m.:— 75 good short lambs, 50 forward empty ewes, 20 mixed weaners (cats), 7 store cows, 6 fat bullocks. — [164, 198, 287, 229]
ad-title: CHEAP BUSH SECTION. — [654, 984, 747, 993]
ad-body: KELBURN—Superior 7-roomed gabled house, bathroom, enamel bath, lavatory, basin, all conveniences, fitted with electric light, 2 p.e.'s, gas, 2 large sunny windows, beautifully finished throughout, two rooms 17 x 16, one 17 x 14, nice grounds, 6 min. car. To Trams about half cash. — [296, 164, 432, 211]
door-shape — [79, 136, 91, 158]
